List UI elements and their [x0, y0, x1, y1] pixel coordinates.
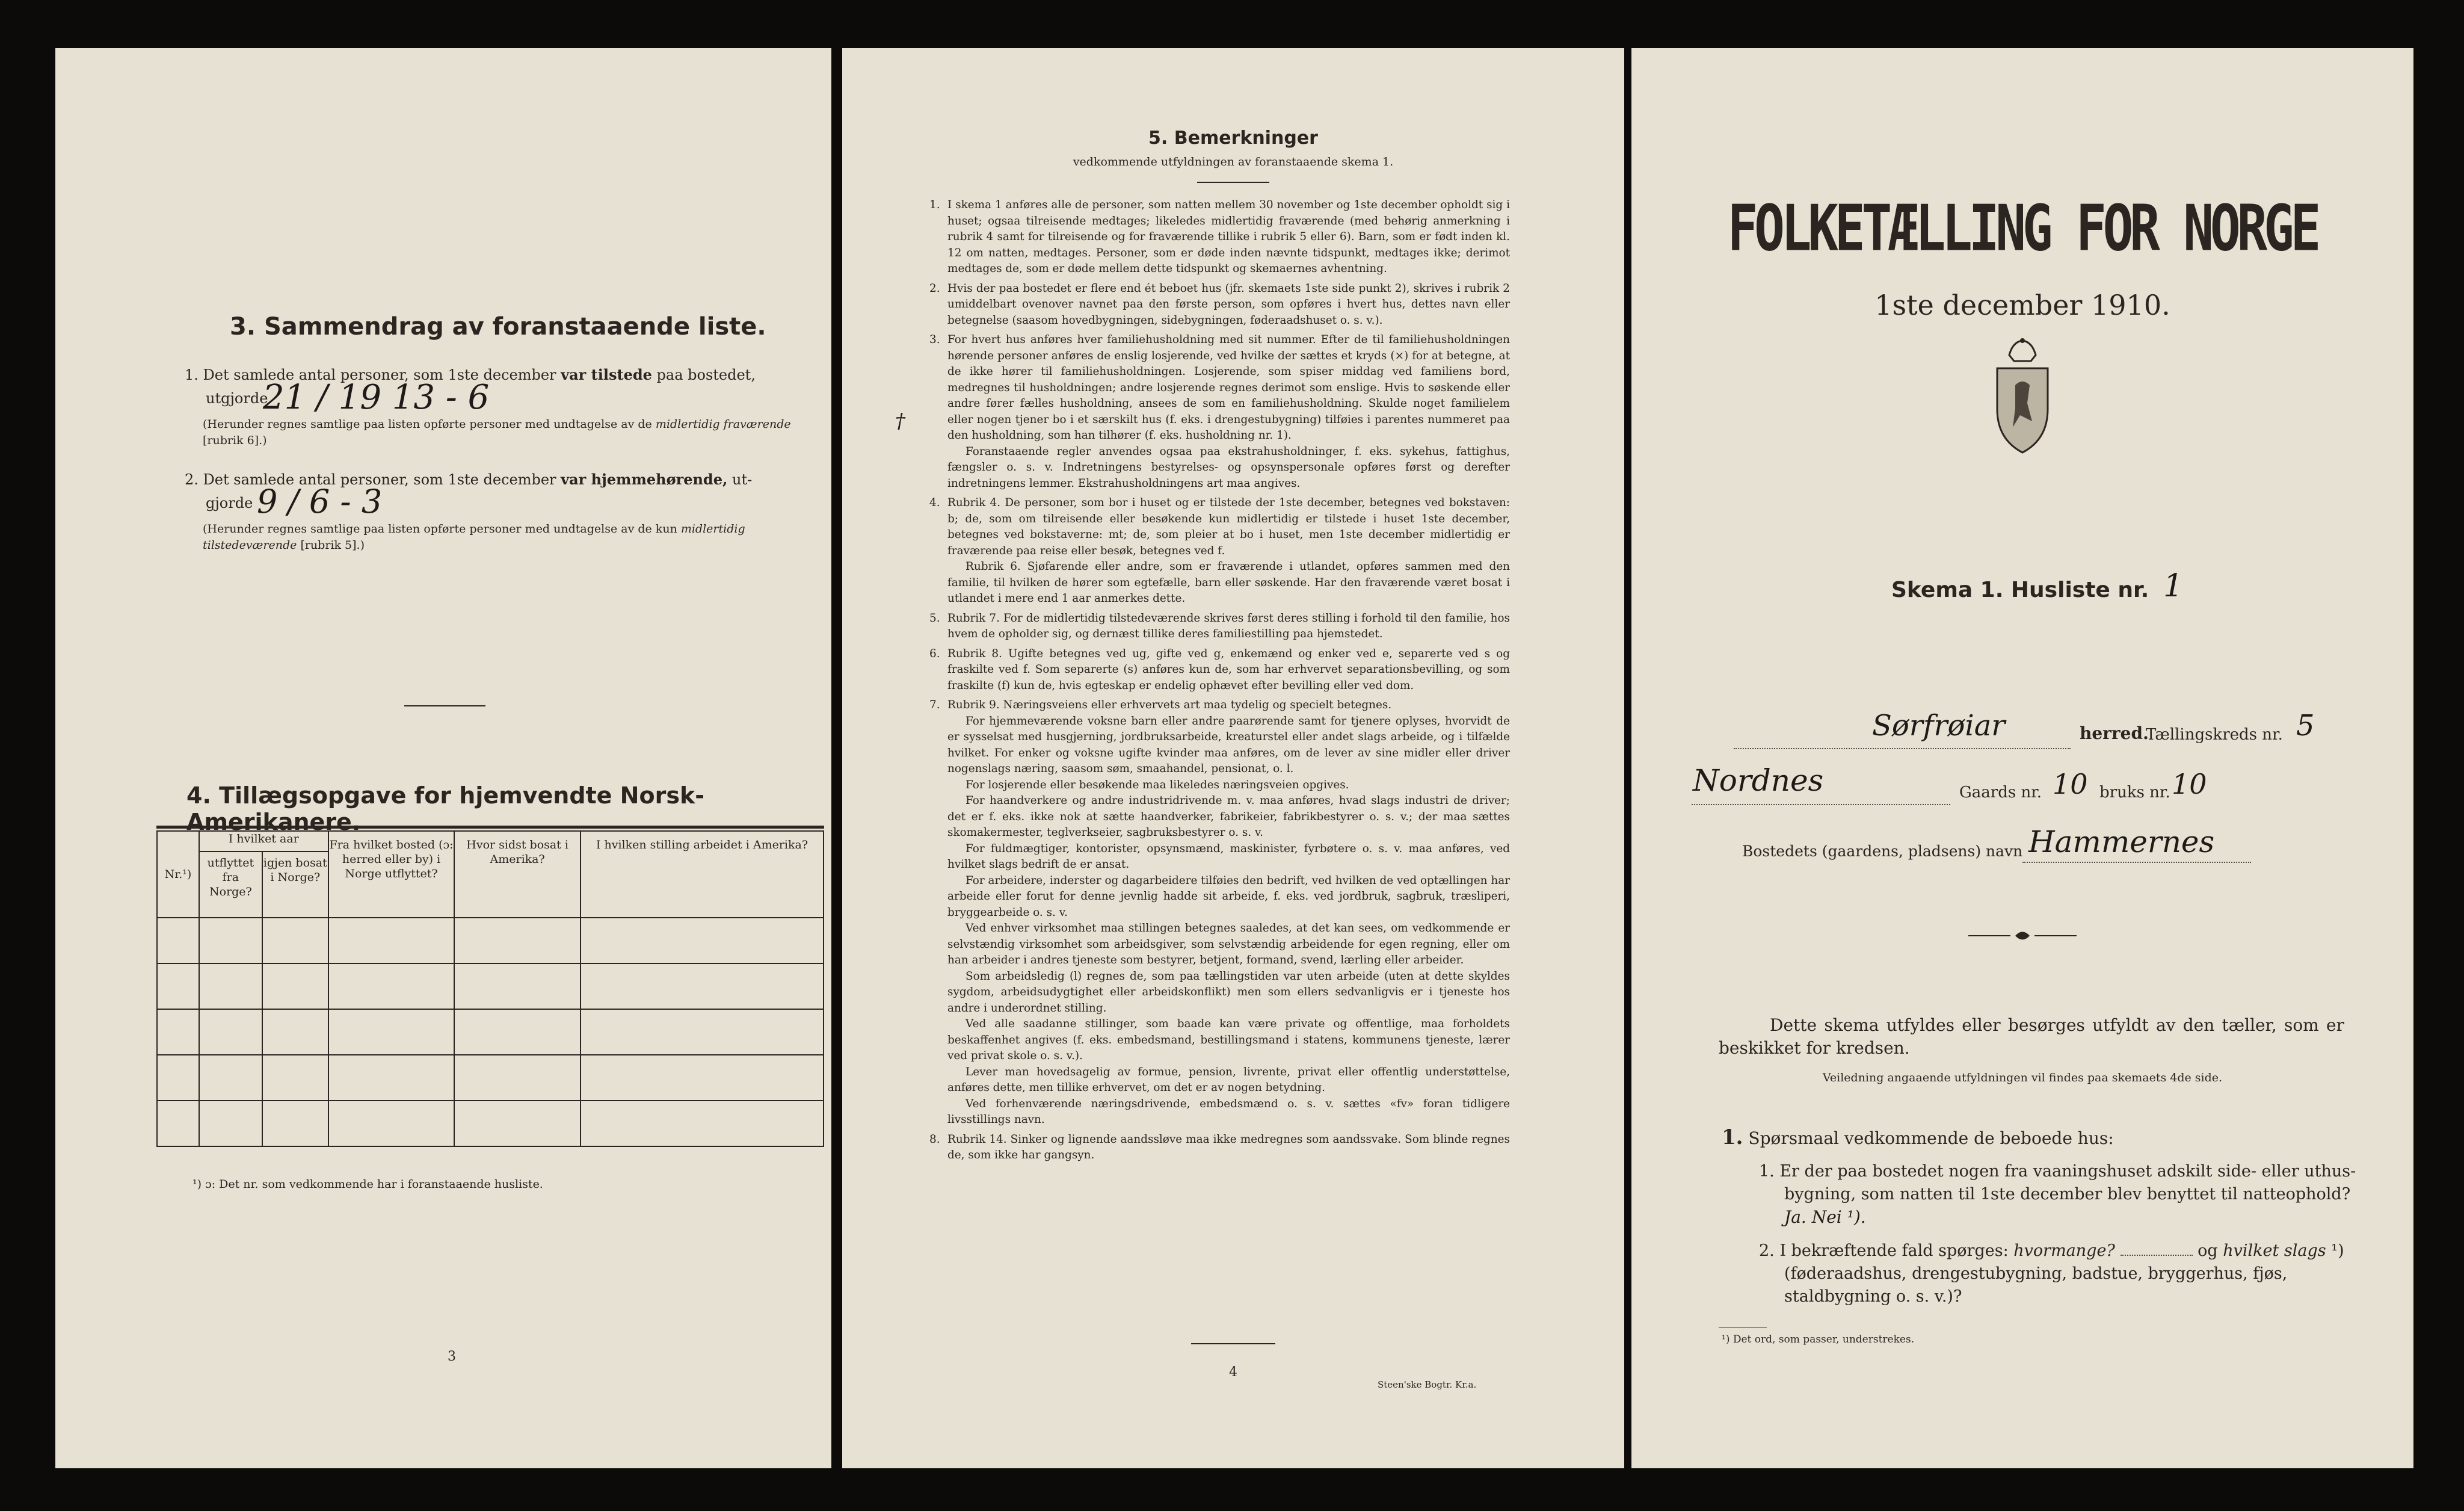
norsk-amerikanere-table [156, 830, 824, 1147]
kreds-value: 5 [2296, 709, 2315, 743]
page-1 [1631, 48, 2413, 1468]
section-3-title: 3. Sammendrag av foranstaaende liste. [230, 313, 766, 341]
ornament-divider-icon [1968, 927, 2077, 945]
page-4 [842, 48, 1624, 1468]
remark-text: For hvert hus anføres hver familiehusholdning med sit nummer. Efter de til familiehusholdningen hørende personer anføres de enslig losjerende, ved hvilke der sættes et kryds (×) for at betegne, at de ikke hører til familiehusholdningen. Losjerende, som spiser middag ved familiens bord, medregnes til husholdningen; andre losjerende regnes derimot som enslige. Hvis to søskende eller andre fører fælles husholdning, ansees de som en familiehusholdning. Skulde noget familielem eller nogen tjener bo i et særskilt hus (f. eks. i drengestubygning) tilføies i parentes nummeret paa den husholdning, som han tilhører (f. eks. husholdning nr. 1). [947, 333, 1510, 442]
remark-text: Rubrik 14. Sinker og lignende aandssløve maa ikke medregnes som aandssvake. Som blinde regnes de, som ikke har gangsyn. [947, 1132, 1510, 1161]
item-2-handwritten-value: 9 / 6 - 3 [257, 483, 383, 521]
remark-item [947, 444, 1510, 492]
remark-text: For haandverkere og andre industridrivende m. v. maa anføres, hvad slags industri de driver; det er f. eks. ikke nok at sætte haandverker, fabrikeier, fabrikbestyrer o. s. v.; der maa sættes skomakermester, teglverkseier, sagbruksbestyrer o. s. v. [947, 794, 1510, 839]
remark-item [947, 1016, 1510, 1064]
remark-item [929, 611, 1510, 643]
remark-text: Ved forhenværende næringsdrivende, embedsmænd o. s. v. sættes «fv» foran tidligere livsstillings navn. [947, 1097, 1510, 1126]
table-row [157, 918, 824, 963]
item-1-handwritten-value: 21 / 19 13 - 6 [263, 378, 490, 417]
remark-item [929, 197, 1510, 277]
remark-item [929, 281, 1510, 329]
table-row [157, 963, 824, 1009]
remark-number: 3. [929, 333, 940, 346]
remark-text: Ved enhver virksomhet maa stillingen betegnes saaledes, at det kan sees, om vedkommende er selvstændig virksomhet som arbeidsgiver, som selvstændig arbeidende for egen regning, eller om han arbeider i andres tjeneste som bestyrer, betjent, formand, svend, lærling eller arbeider. [947, 922, 1510, 966]
gaards-value: 10 [2053, 768, 2088, 800]
remark-item [947, 559, 1510, 607]
husliste-number: 1 [2163, 568, 2184, 604]
remark-item [947, 777, 1510, 794]
page-number: 3 [448, 1349, 456, 1364]
remark-item [947, 714, 1510, 777]
gaard-value: Nordnes [1693, 763, 1824, 798]
question-2: 2. I bekræftende fald spørges: hvormange? og hvilket slags ¹) (føderaadshus, drengestubygning, badstue, bryggerhus, fjøs, staldbygning o. s. v.)? [1759, 1241, 2344, 1306]
remark-item [947, 841, 1510, 873]
bruks-label: bruks nr. [2099, 783, 2170, 802]
remark-item [947, 1064, 1510, 1096]
item-1-line: 1. Det samlede antal personer, som 1ste december var tilstede paa bostedet, [185, 366, 756, 383]
herred-label: herred. [2080, 723, 2149, 743]
th-stilling: I hvilken stilling arbeidet i Amerika? [581, 831, 824, 918]
table-footnote: ¹) ɔ: Det nr. som vedkommende har i foranstaaende husliste. [192, 1178, 543, 1191]
th-nr: Nr.¹) [157, 831, 199, 918]
remark-text: Som arbeidsledig (l) regnes de, som paa tællingstiden var uten arbeide (uten at dette skyldes sygdom, arbeidsudygtighet eller arbeidskonflikt) men som ellers sedvanligvis er i tjeneste hos andre i underordnet stilling. [947, 969, 1510, 1015]
th-fra-bosted: Fra hvilket bosted (ɔ: herred eller by) i Norge utflyttet? [328, 831, 455, 918]
census-date: 1ste december 1910. [1874, 289, 2170, 321]
remark-number: 4. [929, 496, 940, 509]
bruks-value: 10 [2172, 768, 2207, 800]
remark-number: 6. [929, 647, 940, 660]
remark-text: Rubrik 4. De personer, som bor i huset og er tilstede der 1ste december, betegnes ved bokstaven: b; de, som om tilreisende eller besøkende kun midlertidig er tilstede i huset 1ste december, betegnes ved bokstaverne: mt; de, som pleier at bo i huset, men 1ste december midlertidig er fraværende paa reise eller besøk, betegnes ved f. [947, 496, 1510, 557]
remark-text: For arbeidere, inderster og dagarbeidere tilføies den bedrift, ved hvilken de ved optællingen har arbeide eller forut for denne jevnlig hadde sit arbeide, f. eks. ved jordbruk, sagbruk, træsliperi, bryggearbeide o. s. v. [947, 874, 1510, 919]
remark-text: Ved alle saadanne stillinger, som baade kan være private og offentlige, maa forholdets beskaffenhet angives (f. eks. embedsmand, bestillingsmand i statens, kommunens tjeneste, lærer ved privat skole o. s. v.). [947, 1018, 1510, 1062]
th-utflyttet: utflyttet fra Norge? [199, 851, 262, 918]
remark-text: Foranstaaende regler anvendes ogsaa paa ekstrahusholdninger, f. eks. sykehus, fattighus, fængsler o. s. v. Indretningens bestyrelses- og opsynspersonale opføres først og derefter indretningens lemmer. Ekstrahusholdningens art maa angives. [947, 445, 1510, 490]
remark-item [947, 1096, 1510, 1128]
remark-text: For hjemmeværende voksne barn eller andre paarørende samt for tjenere oplyses, hvorvidt de er sysselsat med husgjerning, jordbruksarbeide, kreaturstel eller andet slags arbeide, og i tilfælde hvilket. For enker og voksne ugifte kvinder maa anføres, om de lever av sine midler eller driver nogenslags næring, saasom søm, smaahandel, pensionat, o. l. [947, 714, 1510, 775]
remark-item [929, 495, 1510, 559]
norwegian-lion-coat-of-arms-icon [1991, 337, 2054, 455]
question-1: 1. Er der paa bostedet nogen fra vaaningshuset adskilt side- eller uthus-bygning, som natten til 1ste december blev benyttet til natteophold? Ja. Nei ¹). [1759, 1162, 2356, 1227]
remark-item [947, 921, 1510, 969]
remark-item [947, 969, 1510, 1017]
divider [1197, 182, 1269, 183]
remark-item [929, 697, 1510, 714]
bosted-label: Bostedets (gaardens, pladsens) navn [1742, 842, 2023, 860]
table-top-rule [156, 826, 824, 829]
remark-number: 5. [929, 611, 940, 625]
th-igjen-bosat: igjen bosat i Norge? [262, 851, 328, 918]
footnote: ¹) Det ord, som passer, understrekes. [1722, 1333, 1915, 1346]
remark-number: 8. [929, 1132, 940, 1146]
remark-item [929, 1132, 1510, 1164]
divider [404, 705, 485, 706]
remark-number: 7. [929, 699, 940, 711]
table-row [157, 1009, 824, 1055]
bosted-value: Hammernes [2028, 824, 2215, 859]
th-hvilket-aar: I hvilket aar [199, 831, 328, 851]
remarks-title: 5. Bemerkninger [1148, 128, 1318, 149]
table-row [157, 1101, 824, 1146]
remarks-list [929, 197, 1510, 1164]
item-2-line: 2. Det samlede antal personer, som 1ste december var hjemmehørende, ut- [185, 471, 753, 488]
item-1-utgjorde: utgjorde [206, 390, 268, 407]
printer-mark: Steen'ske Bogtr. Kr.a. [1378, 1379, 1477, 1390]
table-row [157, 1055, 824, 1101]
th-hvor-bosat: Hvor sidst bosat i Amerika? [454, 831, 581, 918]
form-title: FOLKETÆLLING FOR NORGE [1727, 191, 2318, 265]
remark-text: For fuldmægtiger, kontorister, opsynsmænd, maskinister, fyrbøtere o. s. v. maa anføres, ved hvilket slags bedrift de er ansat. [947, 842, 1510, 871]
kreds-label: Tællingskreds nr. [2146, 726, 2283, 744]
item-2-note: (Herunder regnes samtlige paa listen opførte personer med undtagelse av de kun midlertidig tilstedeværende [rubrik 5].) [203, 522, 745, 552]
item-1-note: (Herunder regnes samtlige paa listen opførte personer med undtagelse av de midlertidig fraværende [rubrik 6].) [203, 418, 791, 447]
divider [1191, 1343, 1275, 1344]
skema-label: Skema 1. Husliste nr. [1891, 578, 2149, 602]
remark-item [947, 873, 1510, 921]
remark-text: Lever man hovedsagelig av formue, pension, livrente, privat eller offentlig understøttelse, anføres dette, men tillike erhvervet, om det er av nogen betydning. [947, 1065, 1510, 1094]
remark-text: Hvis der paa bostedet er flere end ét beboet hus (jfr. skemaets 1ste side punkt 2), skrives i rubrik 2 umiddelbart ovenover navnet paa den første person, som opføres i hvert hus, dettes navn eller betegnelse (saasom hovedbygningen, sidebygningen, føderaadshuset o. s. v.). [947, 282, 1510, 327]
pencil-margin-mark: † [895, 409, 905, 433]
remark-text: Rubrik 9. Næringsveiens eller erhvervets art maa tydelig og specielt betegnes. [947, 699, 1392, 711]
item-2-gjorde: gjorde [206, 495, 253, 511]
remark-text: Rubrik 8. Ugifte betegnes ved ug, gifte ved g, enkemænd og enker ved e, separerte ved s og fraskilte ved f. Som separerte (s) anføres kun de, som har erhvervet separationsbevilling, og som fraskilte (f) kun de, hvis egteskap er endelig ophævet efter bevilling eller ved dom. [947, 647, 1510, 692]
question-section-heading: 1. Spørsmaal vedkommende de beboede hus: [1722, 1125, 2114, 1149]
question-1-answer: Ja. Nei ¹). [1784, 1207, 1866, 1227]
remark-item [929, 332, 1510, 444]
remark-number: 1. [929, 199, 940, 211]
remarks-subtitle: vedkommende utfyldningen av foranstaaende skema 1. [1073, 155, 1394, 168]
remark-number: 2. [929, 282, 940, 295]
veiledning-text: Veiledning angaaende utfyldningen vil findes paa skemaets 4de side. [1822, 1071, 2223, 1084]
section-4-title: 4. Tillægsopgave for hjemvendte Norsk-Amerikanere. [186, 782, 704, 835]
intro-text: Dette skema utfyldes eller besørges utfyldt av den tæller, som er beskikket for kredsen. [1719, 1015, 2344, 1058]
remark-item [929, 646, 1510, 694]
remark-text: For losjerende eller besøkende maa likeledes næringsveien opgives. [966, 778, 1349, 791]
page-number: 4 [1229, 1365, 1237, 1380]
remark-item [947, 793, 1510, 841]
remark-text: Rubrik 6. Sjøfarende eller andre, som er fraværende i utlandet, opføres sammen med den familie, til hvilken de hører som egtefælle, barn eller søskende. Har den fraværende været bosat i utlandet i mere end 1 aar anmerkes dette. [947, 560, 1510, 605]
herred-value: Sørfrøiar [1872, 709, 2006, 743]
gaards-label: Gaards nr. [1959, 783, 2042, 802]
remark-text: Rubrik 7. For de midlertidig tilstedeværende skrives først deres stilling i forhold til den familie, hos hvem de opholder sig, og dernæst tillike deres familiestilling paa hjemstedet. [947, 611, 1510, 640]
remark-text: I skema 1 anføres alle de personer, som natten mellem 30 november og 1ste december opholdt sig i huset; ogsaa tilreisende medtages; likeledes midlertidig fraværende (med behørig anmerkning i rubrik 4 samt for tilreisende og for fraværende tillike i rubrik 5 eller 6). Barn, som er født inden kl. 12 om natten, medtages. Personer, som er døde inden nævnte tidspunkt, medtages ikke; derimot medtages de, som er døde mellem dette tidspunkt og skemaernes avhentning. [947, 199, 1510, 275]
page-3 [55, 48, 831, 1468]
